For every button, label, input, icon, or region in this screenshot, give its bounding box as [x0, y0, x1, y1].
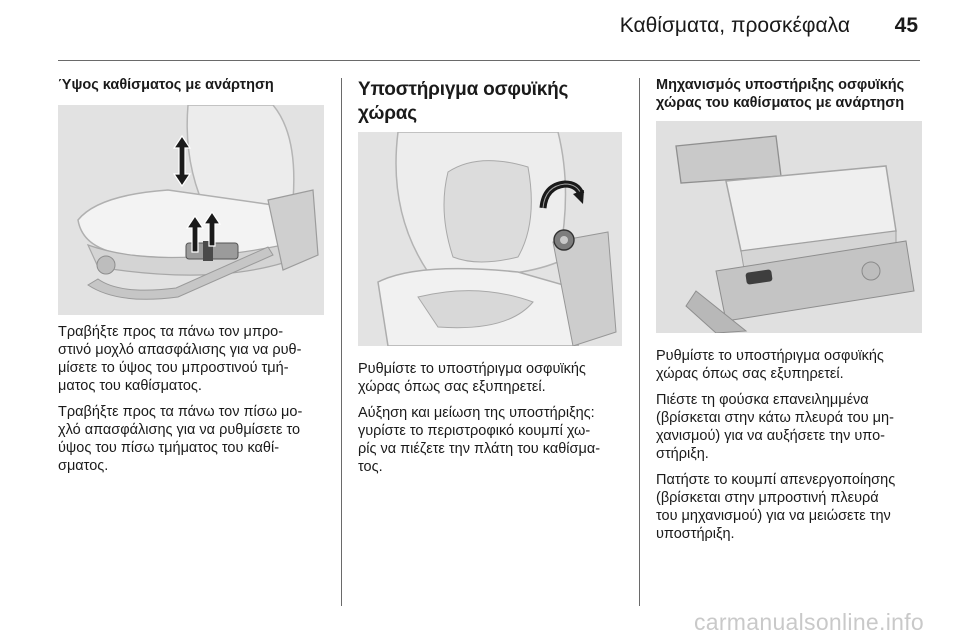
paragraph: Πατήστε το κουμπί απενεργοποίησης (βρίσκεται στην μπροστινή πλευρά του μηχανισμού) για να μειώσετε την υποστήριξη. — [656, 472, 896, 542]
rotate-arrow-icon — [535, 178, 585, 218]
paragraph: Ρυθμίστε το υποστήριγμα οσφυϊκής χώρας όπως σας εξυπηρετεί. — [358, 361, 586, 395]
paragraph: Ρυθμίστε το υποστήριγμα οσφυϊκής χώρας όπως σας εξυπηρετεί. — [656, 348, 884, 382]
paragraph: Τραβήξτε προς τα πάνω τον μπρο- στινό μοχλό απασφάλισης για να ρυθ- μίσετε το ύψος του μπροστινού τμή- ματος του καθίσματος. — [58, 324, 302, 394]
section-heading: Υποστήριγμα οσφυϊκής χώρας — [358, 79, 569, 124]
page-number: 45 — [894, 14, 918, 37]
paragraph: Πιέστε τη φούσκα επανειλημμένα (βρίσκεται στην κάτω πλευρά του μη- χανισμού) για να αυξήσετε την υπο- στήριξη. — [656, 392, 894, 462]
header-divider — [58, 60, 920, 61]
section-heading: Μηχανισμός υποστήριξης οσφυϊκής χώρας του καθίσματος με ανάρτηση — [656, 77, 905, 111]
paragraph: Αύξηση και μείωση της υποστήριξης: γυρίστε το περιστροφικό κουμπί χω- ρίς να πιέζετε την πλάτη του καθίσμα- τος. — [358, 405, 601, 475]
page-title: Καθίσματα, προσκέφαλα — [619, 14, 850, 37]
watermark: carmanualsonline.info — [693, 609, 924, 635]
arrow-up-down-icon — [168, 132, 258, 272]
section-heading: Ύψος καθίσματος με ανάρτηση — [58, 77, 274, 93]
column-divider-2 — [639, 78, 640, 606]
lumbar-support-illustration — [358, 132, 622, 346]
section-lumbar-support — [358, 76, 624, 484]
lumbar-mechanism-illustration — [656, 121, 922, 333]
paragraph: Τραβήξτε προς τα πάνω τον πίσω μο- χλό απασφάλισης για να ρυθμίσετε το ύψος του πίσω τμήματος του καθί- σματος. — [58, 404, 303, 474]
column-divider-1 — [341, 78, 342, 606]
section-lumbar-mechanism — [656, 76, 924, 551]
